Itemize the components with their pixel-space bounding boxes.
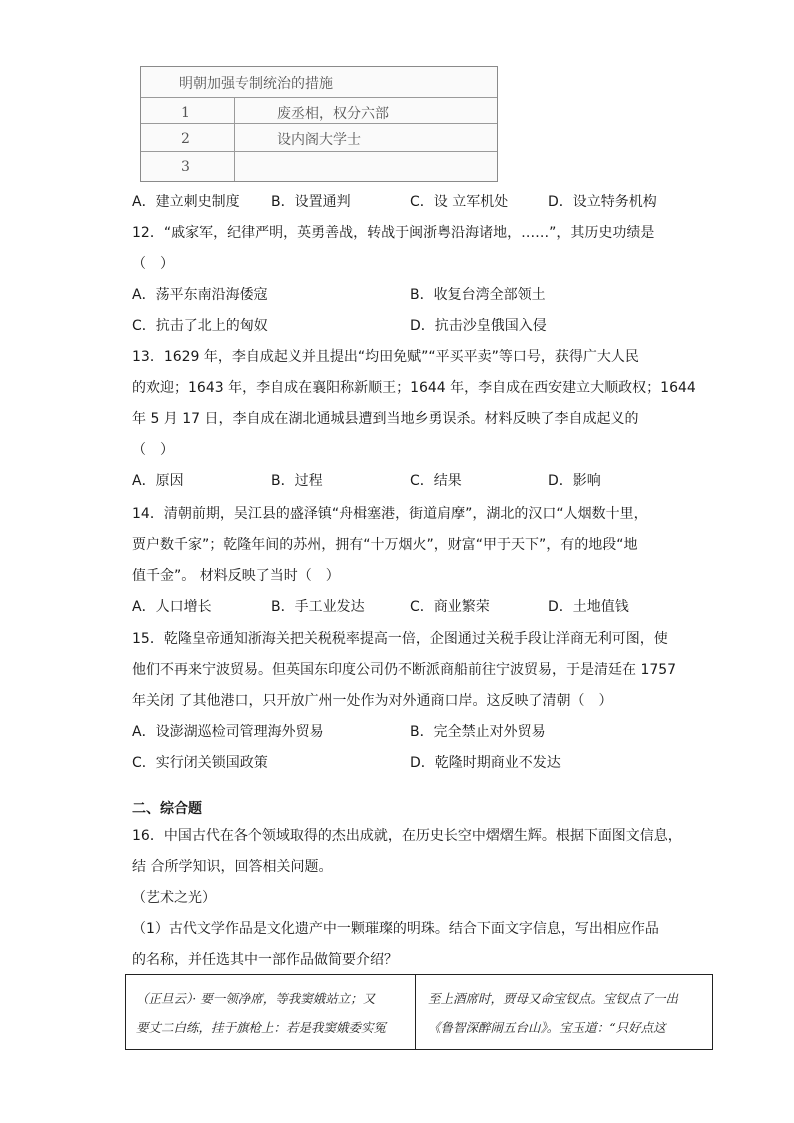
part1-stem-line: （1）古代文学作品是文化遗产中一颗璀璨的明珠。结合下面文字信息，写出相应作品 [132, 921, 659, 937]
q13-option-b[interactable]: B．过程 [271, 473, 323, 489]
q12-stem: 12．“戚家军，纪律严明，英勇善战，转战于闽浙粤沿海诸地，……”，其历史功绩是 [132, 225, 655, 241]
q13-stem-line: 年 5 月 17 日，李自成在湖北通城县遭到当地乡勇误杀。材料反映了李自成起义的 [132, 411, 639, 427]
excerpt-left-line: （正旦云）· 要一领净席，等我窦娥站立；又 [136, 991, 376, 1006]
q16-stem-line: 16．中国古代在各个领域取得的杰出成就，在历史长空中熠熠生辉。根据下面图文信息， [132, 828, 682, 844]
q14-stem-line: 贾户数千家”；乾隆年间的苏州，拥有“十万烟火”，财富“甲于天下”，有的地段“地 [132, 537, 638, 553]
q13-stem-line: 13．1629 年，李自成起义并且提出“均田免赋”“平买平卖”等口号，获得广大人民 [132, 349, 639, 365]
q12-option-b[interactable]: B．收复台湾全部领土 [410, 287, 546, 303]
q13-option-a[interactable]: A．原因 [132, 473, 184, 489]
q11-option-b[interactable]: B．设置通判 [271, 194, 351, 210]
q12-option-a[interactable]: A．荡平东南沿海倭寇 [132, 287, 268, 303]
q14-option-d[interactable]: D．土地值钱 [548, 599, 629, 615]
q16-stem-line: 结 合所学知识，回答相关问题。 [132, 859, 333, 875]
table-header: 明朝加强专制统治的措施 [179, 76, 333, 92]
excerpt-left-line: 要丈二白练，挂于旗枪上：若是我窦娥委实冤 [136, 1020, 387, 1035]
q11-option-c[interactable]: C．设 立军机处 [410, 194, 509, 210]
sub-heading: （艺术之光） [132, 890, 216, 906]
q15-option-a[interactable]: A．设澎湖巡检司管理海外贸易 [132, 724, 324, 740]
q15-stem-line: 15．乾隆皇帝通知浙海关把关税税率提高一倍，企图通过关税手段让洋商无利可图，使 [132, 631, 668, 647]
table-column-divider [234, 97, 235, 181]
q12-option-c[interactable]: C．抗击了北上的匈奴 [132, 318, 268, 334]
part1-stem-line: 的名称，并任选其中一部作品做简要介绍？ [132, 952, 398, 968]
q13-option-c[interactable]: C．结果 [410, 473, 462, 489]
q13-option-d[interactable]: D．影响 [548, 473, 601, 489]
table-row-text: 设内阁大学士 [277, 132, 361, 148]
measures-table [140, 66, 498, 182]
table-row-num: 2 [181, 131, 190, 147]
literary-excerpt-table [125, 974, 713, 1050]
q13-answer-blank: （ ） [132, 442, 174, 458]
excerpt-column-divider [415, 975, 416, 1049]
q15-option-b[interactable]: B．完全禁止对外贸易 [410, 724, 546, 740]
q15-option-c[interactable]: C．实行闭关锁国政策 [132, 755, 268, 771]
excerpt-right-line: 至上酒席时，贾母又命宝钗点。宝钗点了一出 [428, 991, 679, 1006]
q14-stem-line: 14．清朝前期，吴江县的盛泽镇“舟楫塞港，街道肩摩”，湖北的汉口“人烟数十里， [132, 506, 648, 522]
q15-option-d[interactable]: D．乾隆时期商业不发达 [410, 755, 561, 771]
q13-stem-line: 的欢迎；1643 年，李自成在襄阳称新顺王；1644 年，李自成在西安建立大顺政权；1644 [132, 380, 696, 396]
q14-option-c[interactable]: C．商业繁荣 [410, 599, 490, 615]
q11-option-d[interactable]: D．设立特务机构 [548, 194, 657, 210]
q12-answer-blank: （ ） [132, 256, 174, 272]
q14-stem-line: 值千金”。 材料反映了当时（ ） [132, 568, 340, 584]
q15-stem-line: 年关闭 了其他港口，只开放广州一处作为对外通商口岸。这反映了清朝（ ） [132, 693, 613, 709]
table-row-num: 3 [181, 159, 190, 175]
q14-option-b[interactable]: B．手工业发达 [271, 599, 365, 615]
section-heading: 二、综合题 [132, 801, 202, 817]
q14-option-a[interactable]: A．人口增长 [132, 599, 212, 615]
table-divider [141, 97, 497, 98]
table-divider [141, 123, 497, 124]
table-row-text: 废丞相，权分六部 [277, 106, 389, 122]
excerpt-right-line: 《鲁智深醉闹五台山》。宝玉道：“只好点这 [428, 1020, 666, 1035]
q11-option-a[interactable]: A．建立刺史制度 [132, 194, 240, 210]
q15-stem-line: 他们不再来宁波贸易。但英国东印度公司仍不断派商船前往宁波贸易，于是清廷在 1757 [132, 662, 677, 678]
q12-option-d[interactable]: D．抗击沙皇俄国入侵 [410, 318, 547, 334]
table-divider [141, 151, 497, 152]
table-row-num: 1 [181, 105, 190, 121]
